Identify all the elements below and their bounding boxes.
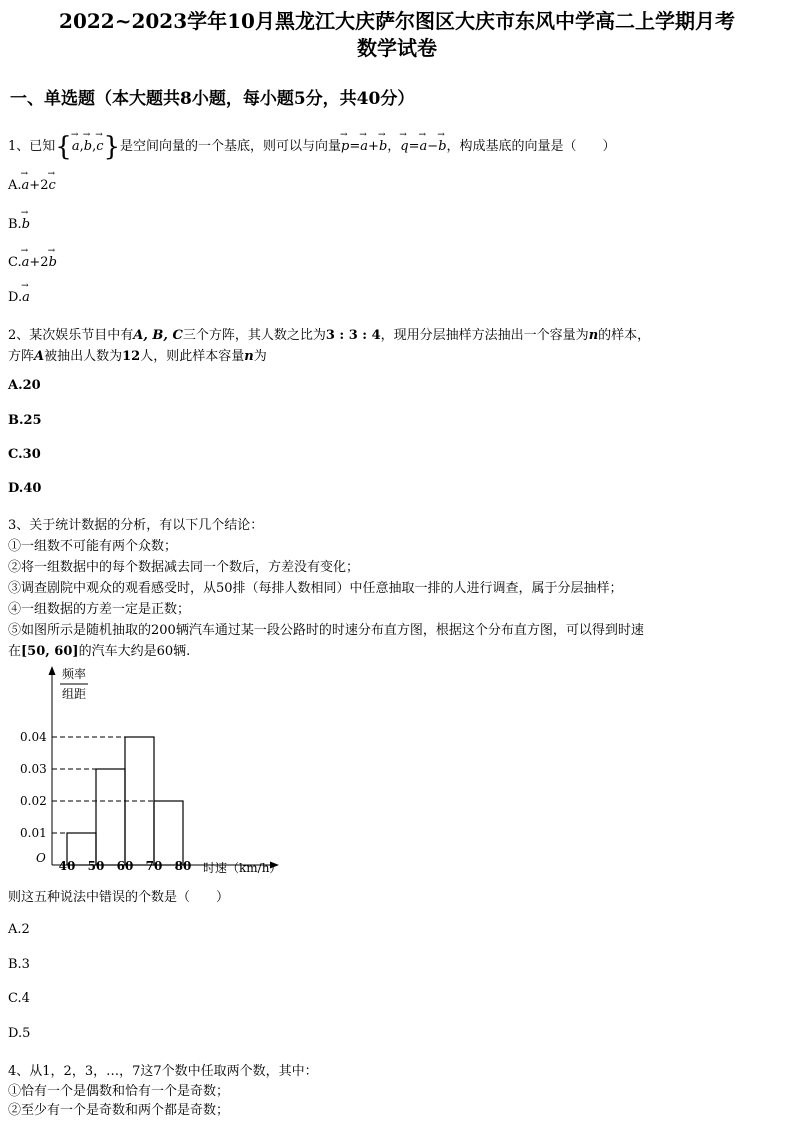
vector-a: a →: [72, 139, 80, 154]
q3-statement-5-cont: [8, 640, 190, 659]
vector-a: a →: [22, 178, 30, 193]
histogram-axes: [36, 666, 281, 875]
x-tick-label: 60: [116, 859, 134, 873]
q1-mid: 是空间向量的一个基底，则可以与向量: [120, 139, 342, 154]
q1-option-a: [8, 178, 56, 193]
q3-text: 在: [8, 644, 22, 659]
q2-text: 方阵: [8, 349, 35, 364]
y-tick-label: 0.03: [20, 762, 47, 776]
q3-option-b: B.3: [8, 957, 30, 972]
q3-statement-3: ③调查剧院中观众的观看感受时，从50排（每排人数相同）中任意抽取一排的人进行调查，属于分层抽样；: [8, 581, 623, 596]
q3-statement-4: ④一组数据的方差一定是正数；: [8, 602, 191, 617]
equals-sign: =: [349, 139, 361, 154]
q3-question: 则这五种说法中错误的个数是（ ）: [8, 890, 230, 905]
speed-histogram: [0, 660, 300, 878]
vector-a: a →: [22, 255, 30, 270]
q2-text: 2、某次娱乐节目中有: [8, 328, 134, 343]
y-tick-label: 0.04: [20, 730, 47, 744]
vector-b: b →: [379, 139, 387, 154]
q2-math: n: [588, 328, 599, 343]
q3-statement-2: ②将一组数据中的每个数据减去同一个数后，方差没有变化；: [8, 560, 360, 575]
comma: ，: [387, 139, 401, 154]
minus-sign: −: [427, 139, 439, 154]
q2-option-d: D.40: [8, 481, 42, 496]
vector-b: b →: [84, 139, 92, 154]
q3-interval: [50, 60]: [21, 644, 79, 659]
q4-intro: 4、从1，2，3，…，7这7个数中任取两个数，其中：: [8, 1064, 318, 1079]
left-brace: {: [55, 132, 72, 162]
q2-text: 被抽出人数为: [44, 349, 123, 364]
q2-option-c: C.30: [8, 447, 41, 462]
vector-a: a →: [420, 139, 428, 154]
option-text: +2: [29, 255, 49, 270]
q2-text: 三个方阵，其人数之比为: [182, 328, 326, 343]
q3-option-a: A.2: [8, 922, 30, 937]
y-label-top: 频率: [62, 667, 87, 681]
vector-c: c →: [48, 178, 55, 193]
vector-q: q →: [400, 139, 408, 154]
vector-a: a →: [22, 290, 30, 305]
question-2-line-2: [8, 345, 267, 364]
vector-a: a →: [360, 139, 368, 154]
reference-lines: [52, 737, 154, 833]
q4-statement-2: ②至少有一个是奇数和两个都是奇数；: [8, 1103, 230, 1118]
q2-text: ，现用分层抽样方法抽出一个容量为: [380, 328, 589, 343]
option-label: A.: [8, 178, 22, 193]
q2-ratio: 3 : 3 : 4: [325, 328, 381, 343]
option-label: C.: [8, 255, 22, 270]
q1-prefix: 1、已知: [8, 139, 56, 154]
plus-sign: +: [368, 139, 379, 154]
section-heading: 一、单选题（本大题共8小题，每小题5分，共40分）: [10, 89, 415, 109]
q3-statement-1: ①一组数不可能有两个众数；: [8, 539, 178, 554]
question-1-stem: 1、已知{a →,b →,c →}是空间向量的一个基底，则可以与向量p →=a →+b →，q →=a →−b →，构成基底的向量是（ ）: [8, 132, 616, 162]
title-line-1: 2022~2023学年10月黑龙江大庆萨尔图区大庆市东风中学高二上学期月考: [59, 9, 735, 33]
origin-label: O: [36, 851, 46, 865]
y-axis-arrow-icon: [49, 666, 56, 675]
q2-text: 人，则此样本容量: [140, 349, 245, 364]
option-text: +2: [29, 178, 49, 193]
q1-option-c: [8, 255, 57, 270]
title-line-2: 数学试卷: [357, 36, 437, 60]
vector-p: p →: [341, 139, 349, 154]
paper-title: [10, 8, 784, 62]
x-tick-label: 50: [87, 859, 105, 873]
q2-math: n: [244, 349, 254, 364]
q2-number: 12: [122, 349, 141, 364]
option-label: D.: [8, 290, 23, 305]
vector-c: c →: [96, 139, 103, 154]
histogram-bar: [154, 801, 183, 865]
q2-math: A: [34, 349, 45, 364]
y-label-bottom: 组距: [62, 687, 87, 701]
x-tick-label: 80: [174, 859, 192, 873]
q2-math: A, B, C: [133, 328, 183, 343]
q2-option-a: A.20: [8, 378, 41, 393]
y-tick-label: 0.02: [20, 794, 47, 808]
y-tick-label: 0.01: [20, 826, 47, 840]
q3-intro: 3、关于统计数据的分析，有以下几个结论：: [8, 518, 264, 533]
x-tick-label: 40: [58, 859, 76, 873]
histogram-bar: [96, 769, 125, 865]
option-label: B.: [8, 217, 22, 232]
q2-text: 的样本，: [598, 328, 651, 343]
question-2-line-1: [8, 324, 650, 343]
x-axis-label: 时速（km/h）: [203, 861, 282, 875]
q3-option-d: D.5: [8, 1026, 31, 1041]
q3-option-c: C.4: [8, 991, 30, 1006]
equals-sign: =: [408, 139, 420, 154]
q1-tail: ，构成基底的向量是（ ）: [446, 139, 616, 154]
x-tick-label: 70: [145, 859, 163, 873]
q1-option-d: [8, 290, 30, 305]
q1-option-b: [8, 217, 30, 232]
vector-b: b →: [22, 217, 30, 232]
right-brace: }: [103, 132, 121, 162]
q2-text: 为: [253, 349, 267, 364]
q3-statement-5: ⑤如图所示是随机抽取的200辆汽车通过某一段公路时的时速分布直方图，根据这个分布直方图，可以得到时速: [8, 623, 644, 638]
vector-b: b →: [49, 255, 57, 270]
q2-option-b: B.25: [8, 413, 42, 428]
q3-text: 的汽车大约是60辆.: [78, 644, 191, 659]
q4-statement-1: ①恰有一个是偶数和恰有一个是奇数；: [8, 1084, 230, 1099]
vector-b: b →: [438, 139, 446, 154]
